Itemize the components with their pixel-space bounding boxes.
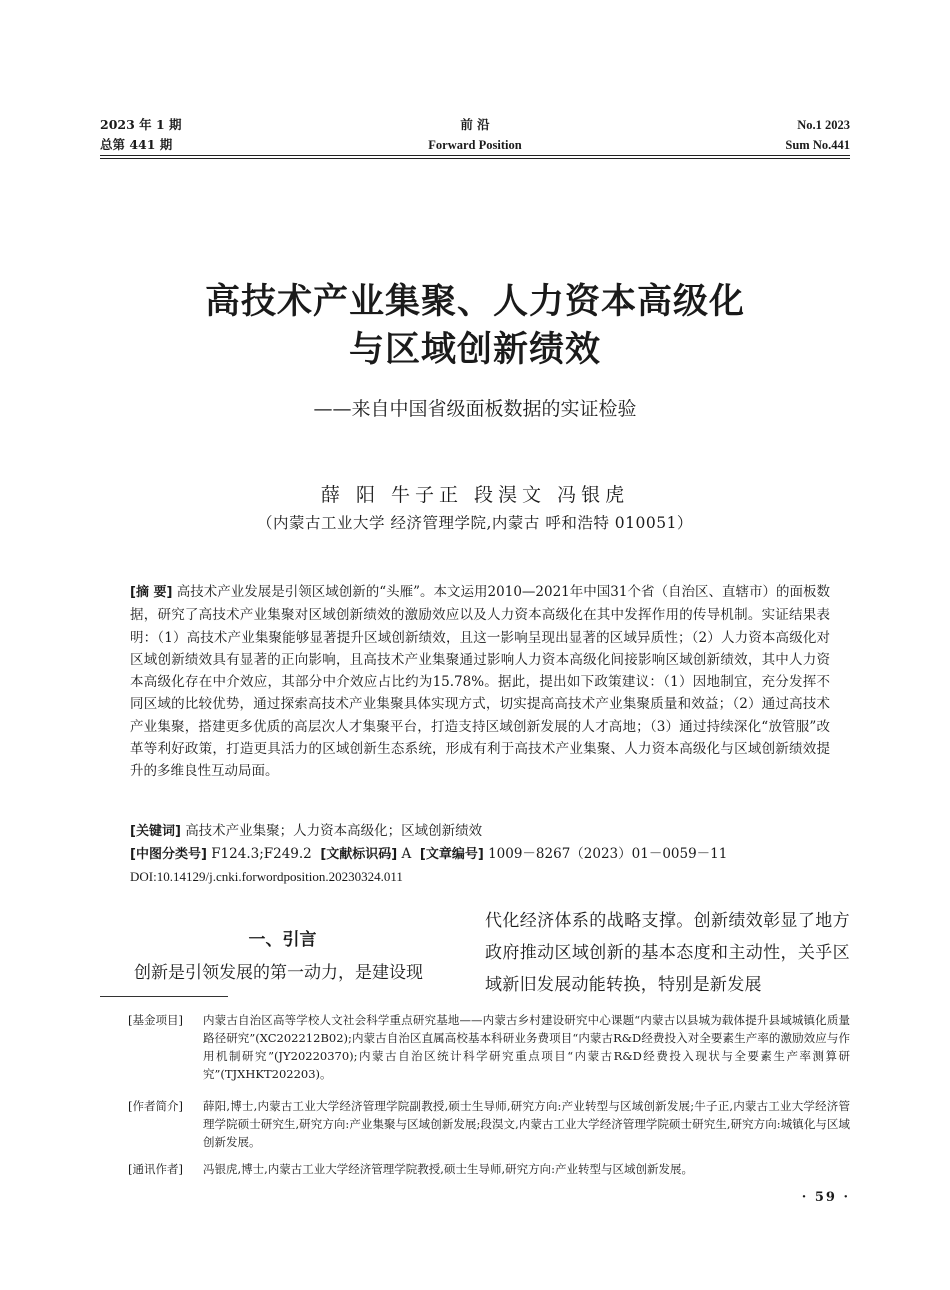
issue-year: 2023 年 1 期 bbox=[100, 117, 182, 132]
classification-line bbox=[130, 843, 850, 866]
issue-total: 总第 441 期 bbox=[100, 137, 173, 152]
footnote-rule bbox=[100, 996, 228, 997]
abstract bbox=[130, 581, 830, 783]
journal-name-en: Forward Position bbox=[428, 138, 522, 152]
footnote-corresponding bbox=[130, 1160, 850, 1178]
article-number-label: [文章编号] bbox=[419, 847, 484, 862]
keywords-label: [关键词] bbox=[130, 824, 181, 839]
header-rule-top bbox=[100, 155, 850, 156]
article-number-value: 1009－8267（2023）01－0059－11 bbox=[488, 846, 728, 862]
footnote-funding-text: 内蒙古自治区高等学校人文社会科学重点研究基地——内蒙古乡村建设研究中心课题“内蒙古以县城为载体提升县域城镇化质量路径研究”(XC202212B02);内蒙古自治区直属高校基本科研业务费项目“内蒙古R&D经费投入对全要素生产率的激励效应与作用机制研究”(JY20220370);内蒙古自治区统计科学研究重点项目“内蒙古R&D经费投入现状与全要素生产率测算研究”(TJXHKT202203)。 bbox=[203, 1013, 850, 1081]
footnote-corresponding-label: [通讯作者] bbox=[128, 1162, 183, 1176]
page-number: · 59 · bbox=[801, 1190, 850, 1205]
author-list: 薛 阳 牛子正 段淏文 冯银虎 bbox=[320, 484, 630, 506]
author-affiliation: （内蒙古工业大学 经济管理学院,内蒙古 呼和浩特 010051） bbox=[257, 514, 693, 532]
footnote-corresponding-text: 冯银虎,博士,内蒙古工业大学经济管理学院教授,硕士生导师,研究方向:产业转型与区域创新发展。 bbox=[203, 1162, 693, 1176]
journal-name-cn: 前 沿 bbox=[460, 117, 490, 132]
doc-code-value: A bbox=[401, 846, 412, 862]
article-title-line1: 高技术产业集聚、人力资本高级化 bbox=[204, 281, 745, 322]
clc-value: F124.3;F249.2 bbox=[211, 846, 312, 862]
abstract-text: 高技术产业发展是引领区域创新的“头雁”。本文运用2010—2021年中国31个省（自治区、直辖市）的面板数据，研究了高技术产业集聚对区域创新绩效的激励效应以及人力资本高级化在其中发挥作用的传导机制。实证结果表明：（1）高技术产业集聚能够显著提升区域创新绩效，且这一影响呈现出显著的区域异质性；（2）人力资本高级化对区域创新绩效具有显著的正向影响，且高技术产业集聚通过影响人力资本高级化间接影响区域创新绩效，其中人力资本高级化存在中介效应，其部分中介效应占比约为15.78%。据此，提出如下政策建议：（1）因地制宜，充分发挥不同区域的比较优势，通过探索高技术产业集聚具体实现方式，切实提高高技术产业集聚质量和效益；（2）通过高技术产业集聚，搭建更多优质的高层次人才集聚平台，打造支持区域创新发展的人才高地；（3）通过持续深化“放管服”改革等利好政策，打造更具活力的区域创新生态系统，形成有利于高技术产业集聚、人力资本高级化与区域创新绩效提升的多维良性互动局面。 bbox=[130, 584, 830, 780]
journal-name bbox=[375, 115, 575, 155]
abstract-label: [摘 要] bbox=[130, 585, 173, 600]
footnote-funding-label: [基金项目] bbox=[128, 1013, 183, 1027]
header-rule-bottom bbox=[100, 158, 850, 159]
footnote-authors-text: 薛阳,博士,内蒙古工业大学经济管理学院副教授,硕士生导师,研究方向:产业转型与区域创新发展;牛子正,内蒙古工业大学经济管理学院硕士研究生,研究方向:产业集聚与区域创新发展;段淏文,内蒙古工业大学经济管理学院硕士研究生,研究方向:城镇化与区域创新发展。 bbox=[203, 1099, 850, 1149]
footnote-authors bbox=[130, 1097, 850, 1151]
article-subtitle: ——来自中国省级面板数据的实证检验 bbox=[313, 398, 637, 420]
intro-text-right: 代化经济体系的战略支撑。创新绩效彰显了地方政府推动区域创新的基本态度和主动性，关乎区域新旧发展动能转换，特别是新发展 bbox=[485, 911, 850, 995]
doi: DOI:10.14129/j.cnki.forwordposition.20230324.011 bbox=[130, 869, 403, 884]
intro-text-left: 创新是引领发展的第一动力，是建设现 bbox=[134, 963, 423, 983]
journal-number bbox=[785, 115, 850, 155]
doc-code-label: [文献标识码] bbox=[320, 847, 398, 862]
keywords-text: 高技术产业集聚；人力资本高级化；区域创新绩效 bbox=[185, 823, 483, 839]
footnote-funding bbox=[130, 1011, 850, 1083]
article-title-line2: 与区域创新绩效 bbox=[348, 329, 601, 370]
number-sum: Sum No.441 bbox=[785, 138, 850, 152]
clc-label: [中图分类号] bbox=[130, 847, 207, 862]
section-heading: 一、引言 bbox=[248, 930, 317, 950]
keywords bbox=[130, 820, 850, 843]
journal-issue bbox=[100, 115, 182, 155]
footnote-authors-label: [作者简介] bbox=[128, 1099, 183, 1113]
number-year: No.1 2023 bbox=[797, 118, 850, 132]
